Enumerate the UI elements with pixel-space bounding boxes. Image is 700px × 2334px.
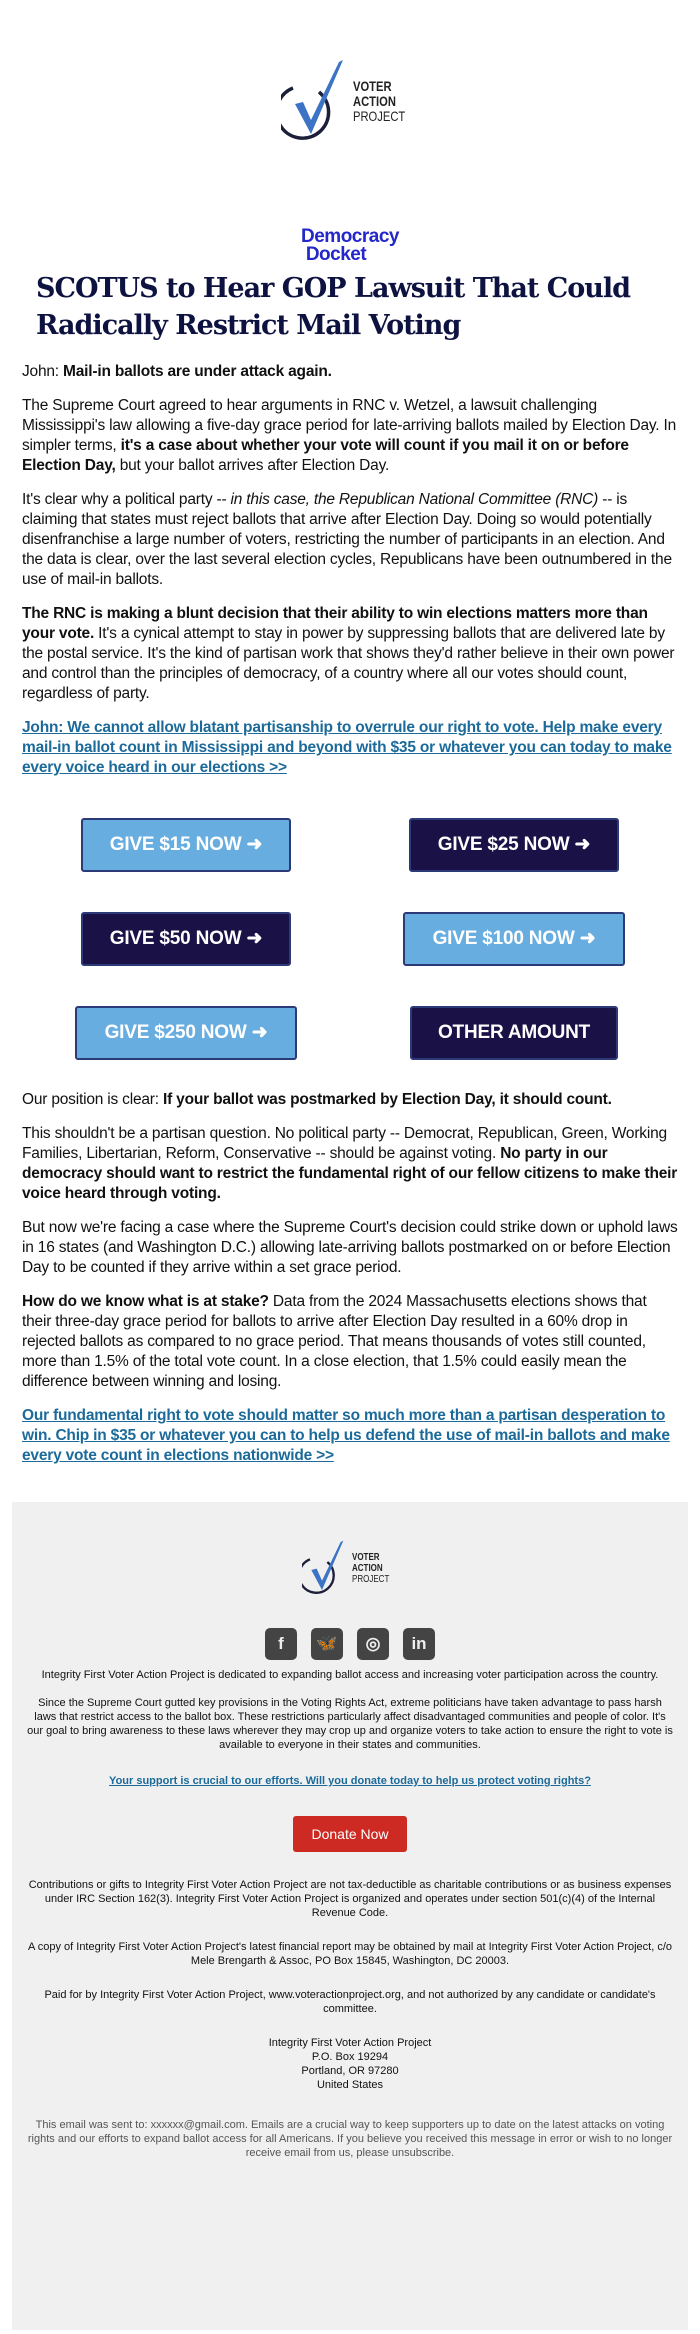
give-50-button[interactable]: GIVE $50 NOW ➜ xyxy=(81,912,291,966)
p4-bold: If your ballot was postmarked by Election Day, it should count. xyxy=(163,1091,612,1108)
greeting-bold: Mail-in ballots are under attack again. xyxy=(63,363,332,380)
support-link[interactable]: Your support is crucial to our efforts. Will you donate today to help us protect voting rights? xyxy=(109,1775,591,1787)
donate-link-2[interactable]: Our fundamental right to vote should matter so much more than a partisan desperation to win. Chip in $35 or whatever you can to help us defend the use of mail-in ballots and make every vote count in elections nationwide >> xyxy=(22,1407,670,1464)
paragraph-7 xyxy=(22,1292,678,1392)
mailing-address xyxy=(12,2036,688,2092)
source-line2: Docket xyxy=(305,244,367,265)
mission-text: Integrity First Voter Action Project is dedicated to expanding ballot access and increasing voter participation across the country. xyxy=(41,1669,659,1681)
voter-action-project-logo xyxy=(0,0,700,140)
p1-text: The Supreme Court agreed to hear arguments in RNC v. Wetzel, a lawsuit challenging Mississippi's law allowing a five-day grace period for late-arriving ballots mailed by Election Day. In simpler terms, xyxy=(22,397,677,454)
greeting-name: John: xyxy=(22,363,59,380)
unsubscribe-notice[interactable]: This email was sent to: xxxxxx@gmail.com. Emails are a crucial way to keep supporters up to date on the latest attacks on voting rights and our efforts to expand ballot access for all Americans. If you believe you received this message in error or wish to no longer receive email from us, please unsubscribe. xyxy=(27,2119,673,2159)
social-links xyxy=(12,1628,688,1660)
footer-logo-project: PROJECT xyxy=(351,1573,389,1585)
footer-logo-action: ACTION xyxy=(351,1562,383,1574)
paragraph-3 xyxy=(22,604,678,704)
tax-disclaimer: Contributions or gifts to Integrity First Voter Action Project are not tax-deductible as charitable contributions or as business expenses under IRC Section 162(3). Integrity First Voter Action Project is organized and operates under section 501(c)(4) of the Internal Revenue Code. xyxy=(28,1879,672,1919)
bluesky-icon[interactable]: 🦋 xyxy=(311,1628,343,1660)
linkedin-icon[interactable]: in xyxy=(403,1628,435,1660)
paid-for-by: Paid for by Integrity First Voter Action Project, www.voteractionproject.org, and not authorized by any candidate or candidate's committee. xyxy=(44,1989,656,2015)
give-15-button[interactable]: GIVE $15 NOW ➜ xyxy=(81,818,291,872)
p2-text-end: -- is claiming that states must reject ballots that arrive after Election Day. Doing so would potentially disenfranchise a large number of voters, restricting the number of participants in an election. And the data is clear, over the last several election cycles, Republicans have been outnumbered in the use of mail-in ballots. xyxy=(22,491,672,588)
give-250-button[interactable]: GIVE $250 NOW ➜ xyxy=(75,1006,297,1060)
about-text: Since the Supreme Court gutted key provisions in the Voting Rights Act, extreme politicians have taken advantage to pass harsh laws that restrict access to the ballot box. These restrictions particularly affect disadvantaged communities and people of color. It's our goal to bring awareness to these laws wherever they may crop up and organize voters to take action to ensure the right to vote is available to everyone in their states and communities. xyxy=(27,1697,673,1751)
democracy-docket-logo xyxy=(0,228,700,264)
other-amount-button[interactable]: OTHER AMOUNT xyxy=(410,1006,618,1060)
p5-bold: No party in our democracy should want to restrict the fundamental right of our fellow citizens to make their voice heard through voting. xyxy=(22,1145,678,1202)
p2-italic: in this case, the Republican National Committee (RNC) xyxy=(230,491,599,508)
p7-bold: How do we know what is at stake? xyxy=(22,1293,269,1310)
financial-report: A copy of Integrity First Voter Action Project's latest financial report may be obtained by mail at Integrity First Voter Action Project, c/o Mele Brengarth & Assoc, PO Box 15845, Washington, DC 20003. xyxy=(27,1941,673,1967)
logo-text-action: ACTION xyxy=(353,92,397,109)
greeting xyxy=(22,362,678,382)
donation-buttons xyxy=(22,818,678,1060)
address-line: Integrity First Voter Action Project xyxy=(268,2037,432,2049)
p3-text: It's a cynical attempt to stay in power by suppressing ballots that are delivered late by the postal service. It's the kind of partisan work that shows they'd rather believe in their own power and control than the principles of democracy, of a country where all our votes should count, regardless of party. xyxy=(22,625,675,702)
give-25-button[interactable]: GIVE $25 NOW ➜ xyxy=(409,818,619,872)
logo-text-project: PROJECT xyxy=(353,107,406,124)
footer-logo xyxy=(12,1538,688,1598)
footer xyxy=(12,1502,688,2330)
source-line1: Democracy xyxy=(301,226,399,247)
paragraph-4 xyxy=(22,1090,678,1110)
p4-text: Our position is clear: xyxy=(22,1091,163,1108)
facebook-icon[interactable]: f xyxy=(265,1628,297,1660)
paragraph-6: But now we're facing a case where the Supreme Court's decision could strike down or uphold laws in 16 states (and Washington D.C.) allowing late-arriving ballots postmarked on or before Election Day to be counted if they arrive within a set grace period. xyxy=(22,1219,678,1276)
paragraph-1 xyxy=(22,396,678,476)
donate-now-button[interactable]: Donate Now xyxy=(293,1816,406,1852)
address-line: Portland, OR 97280 xyxy=(301,2065,399,2077)
checkmark-circle-icon xyxy=(281,60,347,142)
p1-bold: it's a case about whether your vote will count if you mail it on or before Election Day, xyxy=(22,437,629,474)
give-100-button[interactable]: GIVE $100 NOW ➜ xyxy=(403,912,625,966)
p5-text: This shouldn't be a partisan question. No political party -- Democrat, Republican, Green, Working Families, Libertarian, Reform, Conservative -- should be against voting. xyxy=(22,1125,667,1162)
address-line: United States xyxy=(316,2079,384,2091)
p3-bold: The RNC is making a blunt decision that their ability to win elections matters more than your vote. xyxy=(22,605,648,642)
headline: SCOTUS to Hear GOP Lawsuit That Could Radically Restrict Mail Voting xyxy=(36,273,631,341)
donate-link-1[interactable]: John: We cannot allow blatant partisanship to overrule our right to vote. Help make every mail-in ballot count in Mississippi and beyond with $35 or whatever you can today to make every voice heard in our elections >> xyxy=(22,719,672,776)
p7-text: Data from the 2024 Massachusetts elections shows that their three-day grace period for ballots to arrive after Election Day resulted in a 60% drop in rejected ballots as compared to no grace period. That means thousands of votes still counted, more than 1.5% of the total vote count. In a close election, that 1.5% could easily mean the difference between winning and losing. xyxy=(22,1293,647,1390)
paragraph-5 xyxy=(22,1124,678,1204)
address-line: P.O. Box 19294 xyxy=(311,2051,389,2063)
checkmark-circle-icon xyxy=(302,1540,346,1596)
p2-text: It's clear why a political party -- xyxy=(22,491,231,508)
p1-text-end: but your ballot arrives after Election Day. xyxy=(115,457,390,474)
instagram-icon[interactable]: ◎ xyxy=(357,1628,389,1660)
logo-text-voter: VOTER xyxy=(353,77,392,94)
email-body xyxy=(0,344,700,1466)
paragraph-2 xyxy=(22,490,678,590)
footer-logo-voter: VOTER xyxy=(351,1551,380,1563)
